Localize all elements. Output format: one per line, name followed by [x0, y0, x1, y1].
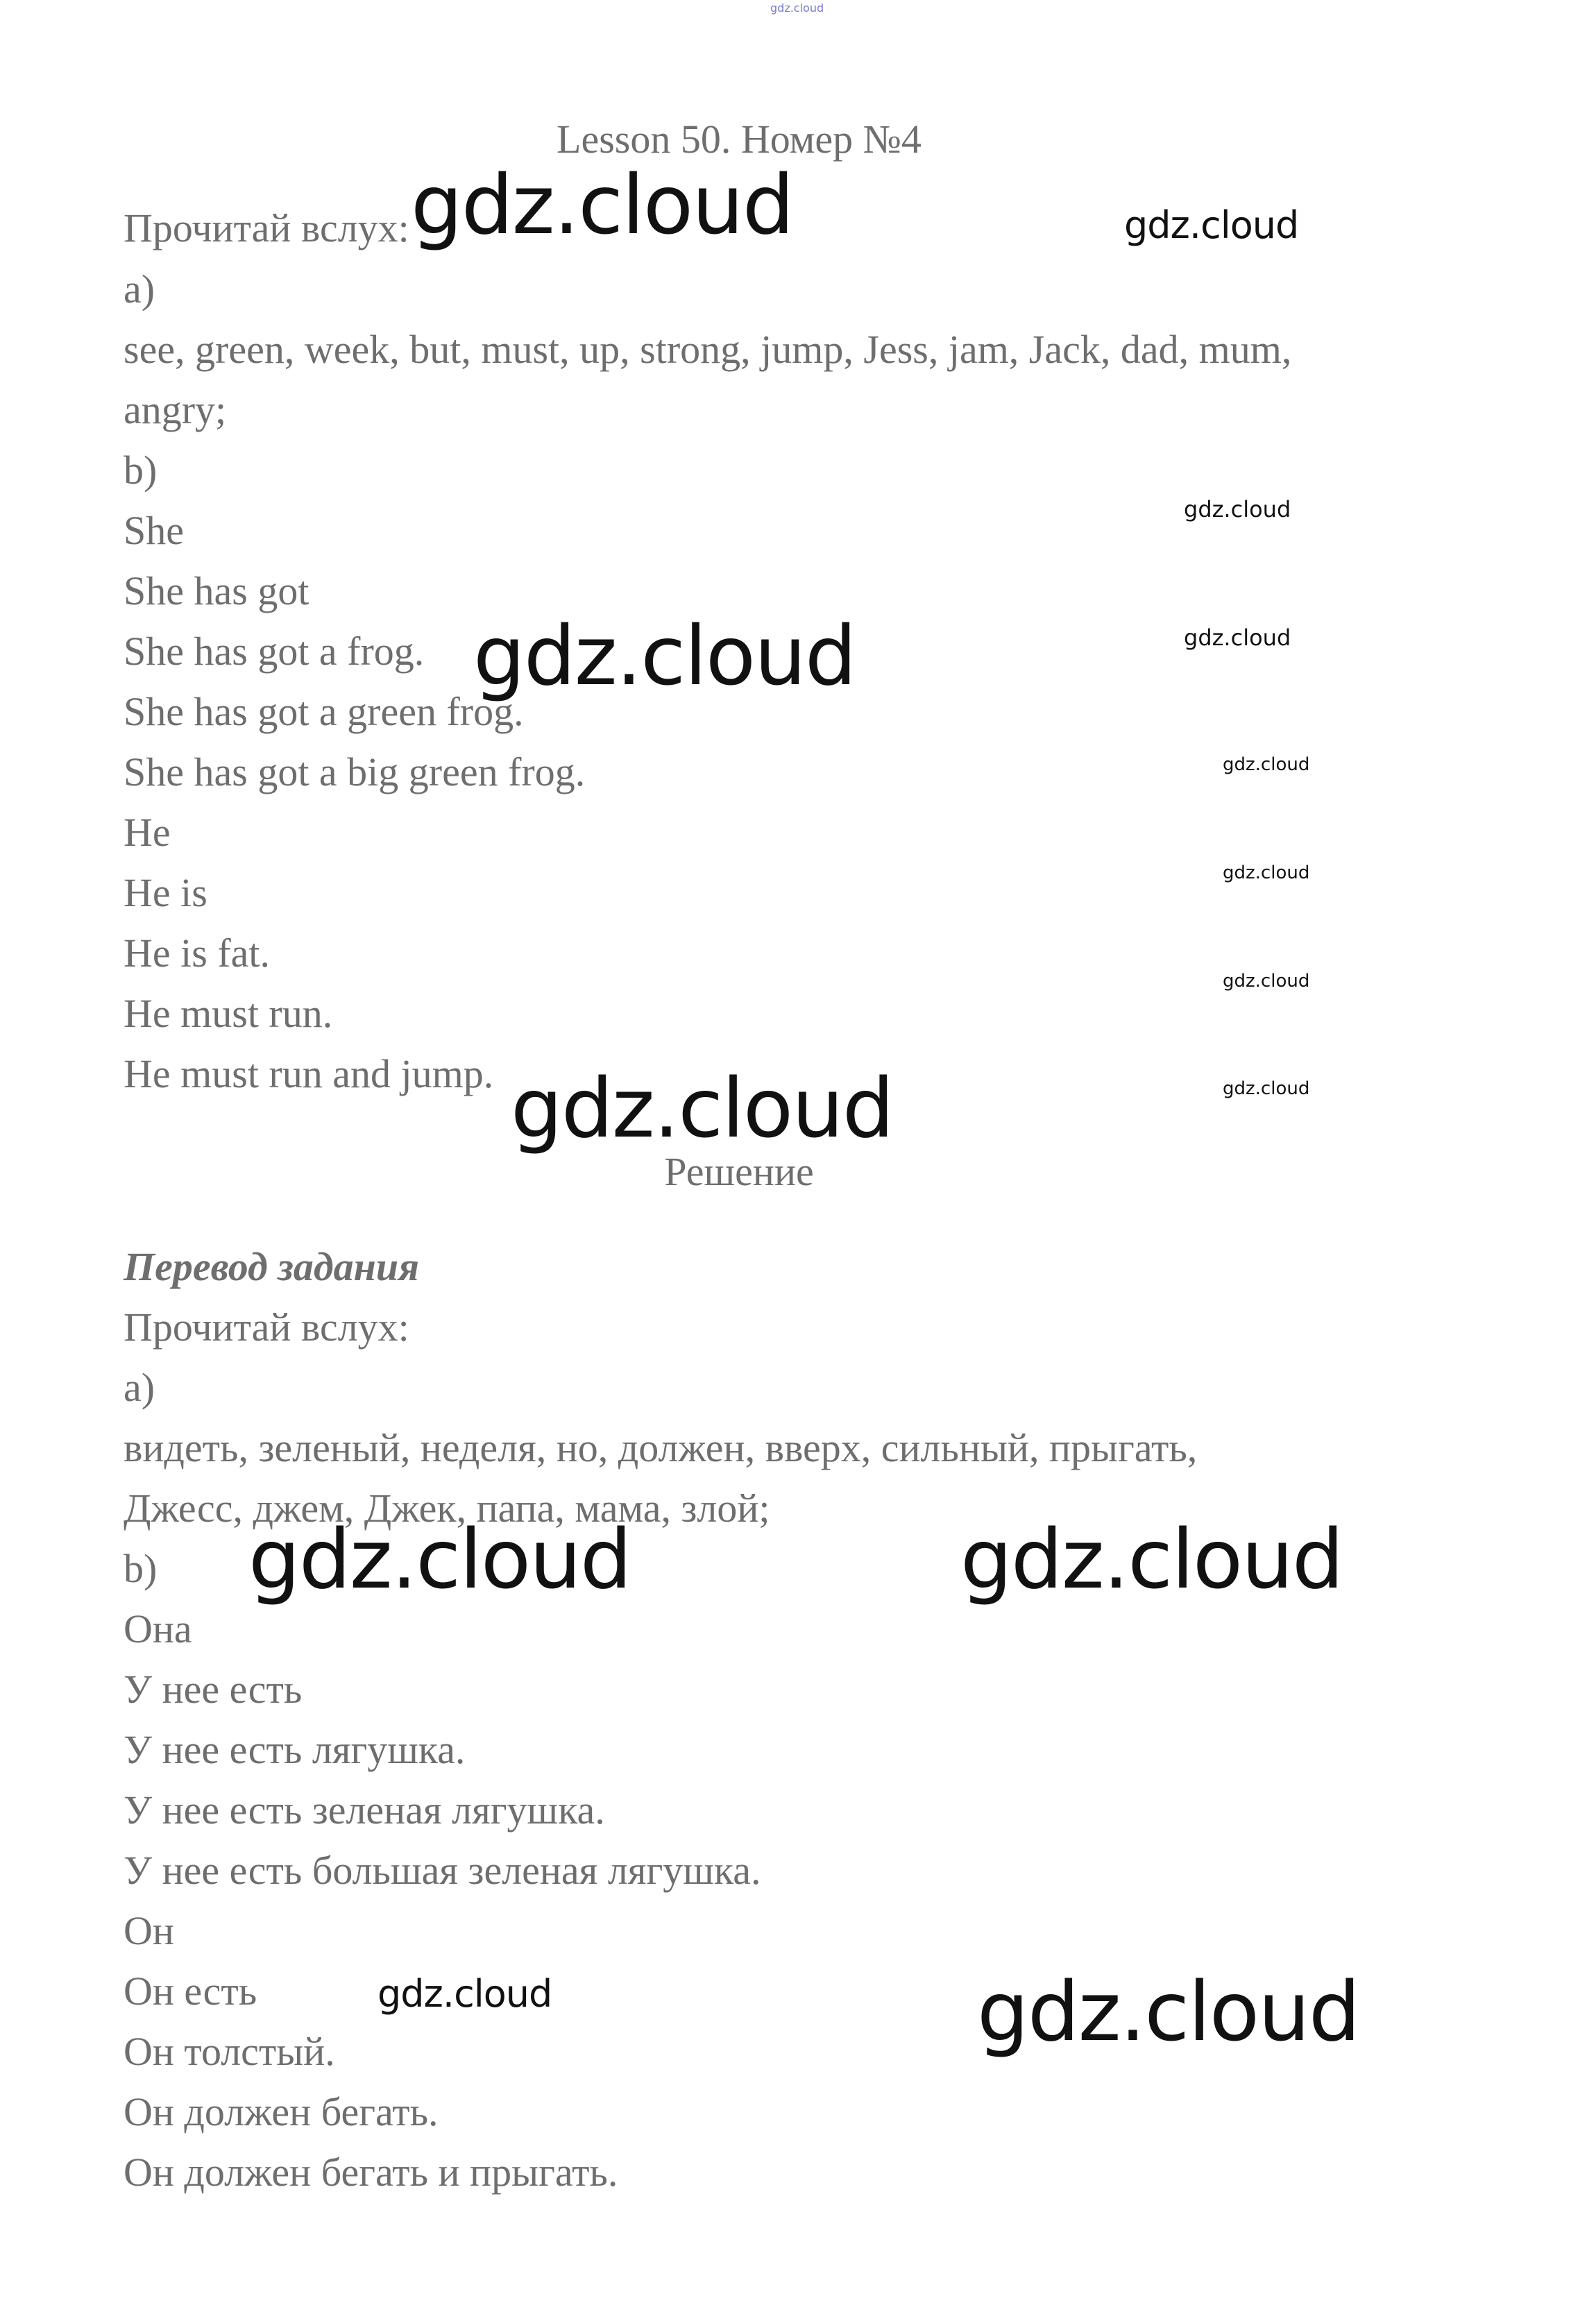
watermark: gdz.cloud	[960, 1511, 1343, 1607]
task-part-a-line1: see, green, week, but, must, up, strong, jump, Jess, jam, Jack, dad, mum,	[124, 327, 1292, 372]
translation-line: У нее есть	[124, 1667, 303, 1712]
task-line: He	[124, 810, 171, 855]
task-line: He is	[124, 870, 207, 915]
solution-heading: Решение	[664, 1149, 814, 1194]
watermark: gdz.cloud	[1223, 971, 1310, 992]
watermark: gdz.cloud	[473, 608, 856, 704]
translation-line: У нее есть большая зеленая лягушка.	[124, 1848, 761, 1893]
task-part-a-line2: angry;	[124, 387, 227, 432]
translation-line: Он должен бегать и прыгать.	[124, 2150, 618, 2195]
task-line: She has got a frog.	[124, 629, 425, 674]
translation-line: У нее есть зеленая лягушка.	[124, 1787, 605, 1833]
watermark: gdz.cloud	[511, 1060, 893, 1156]
watermark: gdz.cloud	[977, 1964, 1359, 2059]
watermark: gdz.cloud	[1184, 624, 1291, 651]
watermark: gdz.cloud	[377, 1972, 552, 2016]
translation-line: Он есть	[124, 1969, 257, 2014]
translation-part-a-label: a)	[124, 1365, 155, 1410]
watermark: gdz.cloud	[1223, 1078, 1310, 1099]
translation-instruction: Прочитай вслух:	[124, 1304, 409, 1350]
translation-line: У нее есть лягушка.	[124, 1727, 466, 1772]
translation-part-a-line1: видеть, зеленый, неделя, но, должен, вверх, сильный, прыгать,	[124, 1425, 1198, 1470]
translation-part-b-label: b)	[124, 1546, 158, 1591]
top-watermark: gdz.cloud	[770, 1, 824, 15]
page-title: Lesson 50. Номер №4	[557, 117, 922, 162]
watermark: gdz.cloud	[1184, 496, 1291, 522]
translation-heading: Перевод задания	[124, 1244, 419, 1289]
task-line: She has got	[124, 568, 309, 613]
task-line: He must run.	[124, 991, 333, 1036]
translation-line: Он должен бегать.	[124, 2089, 439, 2134]
task-line: He is fat.	[124, 930, 270, 976]
watermark: gdz.cloud	[1124, 203, 1299, 247]
translation-part-a-line2: Джесс, джем, Джек, папа, мама, злой;	[124, 1486, 770, 1531]
watermark: gdz.cloud	[1223, 862, 1310, 883]
task-line: He must run and jump.	[124, 1051, 494, 1096]
task-line: She	[124, 508, 184, 553]
translation-line: Она	[124, 1606, 192, 1651]
task-instruction: Прочитай вслух:	[124, 205, 409, 250]
translation-line: Он толстый.	[124, 2029, 335, 2074]
task-part-a-label: a)	[124, 266, 155, 312]
watermark: gdz.cloud	[411, 157, 793, 253]
translation-line: Он	[124, 1908, 174, 1953]
watermark: gdz.cloud	[248, 1511, 631, 1607]
task-part-b-label: b)	[124, 448, 158, 493]
task-line: She has got a big green frog.	[124, 749, 586, 794]
watermark: gdz.cloud	[1223, 754, 1310, 775]
task-line: She has got a green frog.	[124, 689, 524, 734]
